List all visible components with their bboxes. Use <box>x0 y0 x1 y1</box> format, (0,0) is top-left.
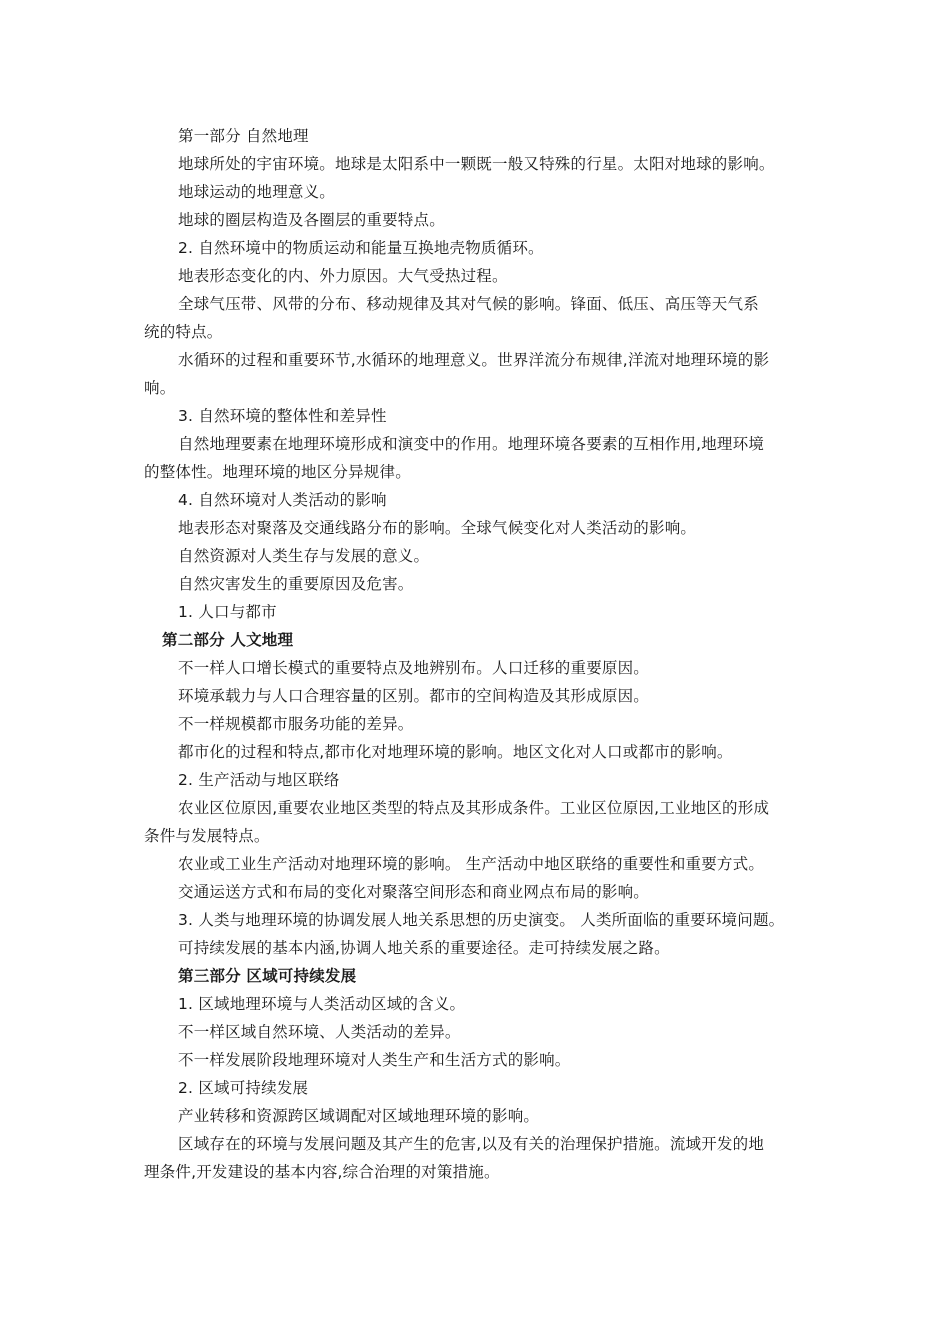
section-title-part-three: 第三部分 区域可持续发展 <box>178 967 357 985</box>
document-body <box>144 122 810 1186</box>
paragraph-line: 自然资源对人类生存与发展的意义。 <box>178 547 430 565</box>
section-title-part-two: 第二部分 人文地理 <box>162 631 294 649</box>
paragraph-line: 农业或工业生产活动对地理环境的影响。 生产活动中地区联络的重要性和重要方式。 <box>178 855 765 873</box>
paragraph-line: 全球气压带、风带的分布、移动规律及其对气候的影响。锋面、低压、高压等天气系 <box>178 295 759 313</box>
paragraph-line: 地球运动的地理意义。 <box>178 183 336 201</box>
subsection-heading: 2. 区域可持续发展 <box>178 1079 309 1097</box>
paragraph-line: 地球所处的宇宙环境。地球是太阳系中一颗既一般又特殊的行星。太阳对地球的影响。 <box>178 155 775 173</box>
paragraph-line: 自然灾害发生的重要原因及危害。 <box>178 575 414 593</box>
paragraph-continuation: 的整体性。地理环境的地区分异规律。 <box>144 463 411 481</box>
paragraph-line: 地球的圈层构造及各圈层的重要特点。 <box>178 211 445 229</box>
subsection-heading: 1. 人口与都市 <box>178 603 277 621</box>
paragraph-continuation: 响。 <box>144 379 176 397</box>
paragraph-line: 自然地理要素在地理环境形成和演变中的作用。地理环境各要素的互相作用,地理环境 <box>178 435 765 453</box>
paragraph-line: 产业转移和资源跨区域调配对区域地理环境的影响。 <box>178 1107 540 1125</box>
paragraph-line: 不一样发展阶段地理环境对人类生产和生活方式的影响。 <box>178 1051 571 1069</box>
paragraph-line: 交通运送方式和布局的变化对聚落空间形态和商业网点布局的影响。 <box>178 883 650 901</box>
paragraph-continuation: 条件与发展特点。 <box>144 827 270 845</box>
paragraph-line: 可持续发展的基本内涵,协调人地关系的重要途径。走可持续发展之路。 <box>178 939 670 957</box>
paragraph-line: 水循环的过程和重要环节,水循环的地理意义。世界洋流分布规律,洋流对地理环境的影 <box>178 351 770 369</box>
paragraph-line: 不一样区域自然环境、人类活动的差异。 <box>178 1023 461 1041</box>
paragraph-line: 环境承载力与人口合理容量的区别。都市的空间构造及其形成原因。 <box>178 687 650 705</box>
paragraph-line: 区域存在的环境与发展问题及其产生的危害,以及有关的治理保护措施。流域开发的地 <box>178 1135 765 1153</box>
paragraph-line: 农业区位原因,重要农业地区类型的特点及其形成条件。工业区位原因,工业地区的形成 <box>178 799 770 817</box>
paragraph-line: 地表形态对聚落及交通线路分布的影响。全球气候变化对人类活动的影响。 <box>178 519 697 537</box>
subsection-heading: 3. 自然环境的整体性和差异性 <box>178 407 387 425</box>
subsection-heading: 4. 自然环境对人类活动的影响 <box>178 491 387 509</box>
paragraph-line: 地表形态变化的内、外力原因。大气受热过程。 <box>178 267 508 285</box>
subsection-heading: 2. 自然环境中的物质运动和能量互换地壳物质循环。 <box>178 239 544 257</box>
paragraph-line: 都市化的过程和特点,都市化对地理环境的影响。地区文化对人口或都市的影响。 <box>178 743 733 761</box>
paragraph-line: 不一样人口增长模式的重要特点及地辨别布。人口迁移的重要原因。 <box>178 659 650 677</box>
paragraph-continuation: 理条件,开发建设的基本内容,综合治理的对策措施。 <box>144 1163 500 1181</box>
subsection-heading: 2. 生产活动与地区联络 <box>178 771 340 789</box>
subsection-heading: 1. 区域地理环境与人类活动区域的含义。 <box>178 995 466 1013</box>
section-title-part-one: 第一部分 自然地理 <box>178 127 309 145</box>
paragraph-continuation: 统的特点。 <box>144 323 223 341</box>
paragraph-line: 不一样规模都市服务功能的差异。 <box>178 715 414 733</box>
subsection-heading: 3. 人类与地理环境的协调发展人地关系思想的历史演变。 人类所面临的重要环境问题。 <box>178 911 785 929</box>
